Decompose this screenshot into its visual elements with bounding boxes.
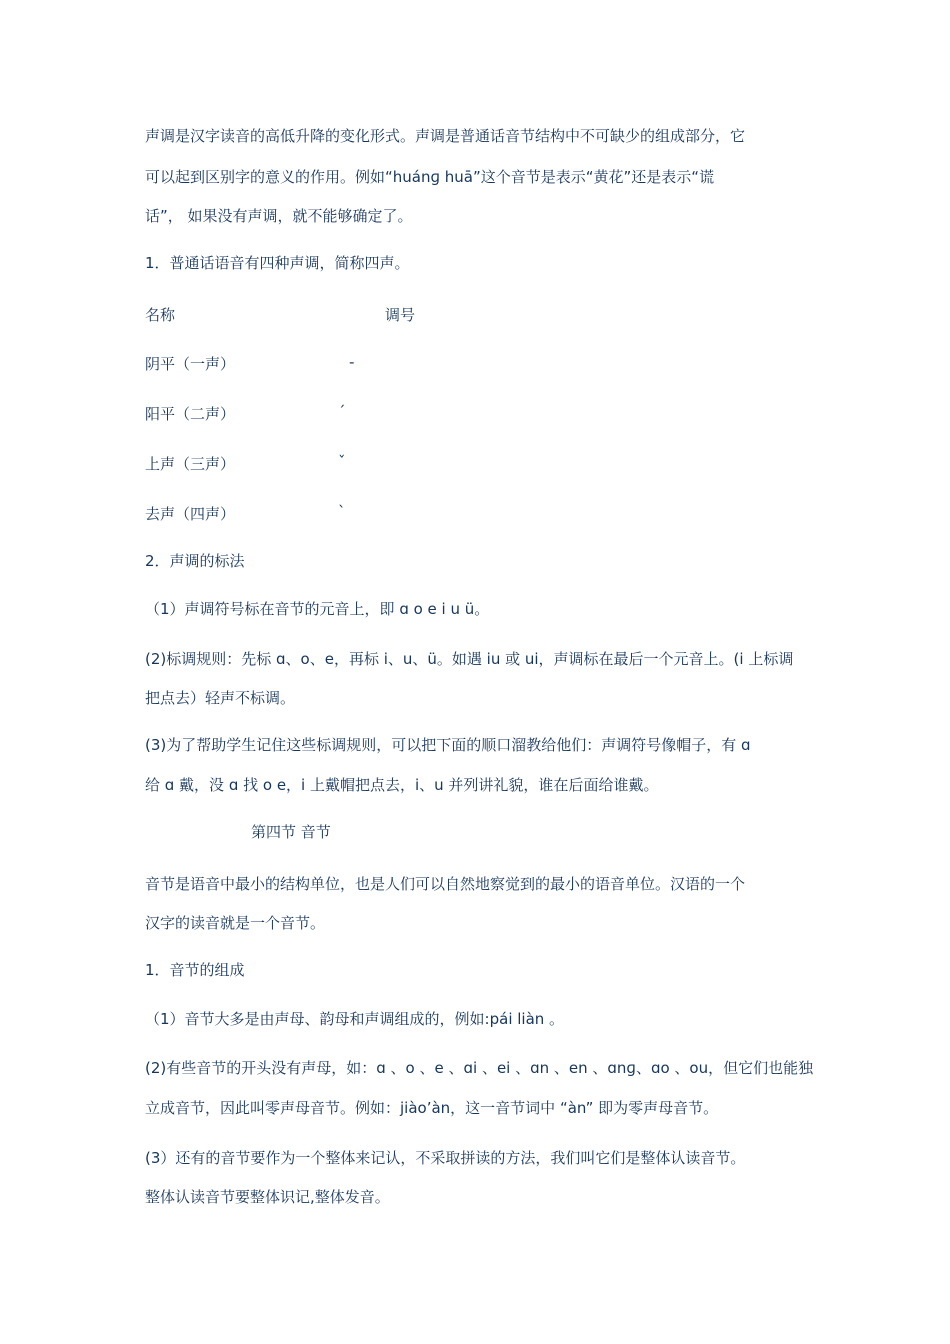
syllable-rule-3-line-1: (3）还有的音节要作为一个整体来记认，不采取拼读的方法，我们叫它们是整体认读音节。	[145, 1149, 746, 1167]
section-heading-tones: 1．普通话语音有四种声调，简称四声。	[145, 254, 410, 272]
tone-row-name: 上声（三声）	[145, 455, 236, 473]
syllable-rule-1: （1）音节大多是由声母、韵母和声调组成的，例如:pái liàn 。	[145, 1010, 565, 1028]
section-heading-tone-marking: 2．声调的标法	[145, 552, 245, 570]
tone-row-name: 阴平（一声）	[145, 355, 236, 373]
intro-line-3: 话”， 如果没有声调，就不能够确定了。	[145, 207, 413, 225]
rule-3-line-2: 给 ɑ 戴，没 ɑ 找 o e，i 上戴帽把点去，i、u 并列讲礼貌，谁在后面给谁戴。	[145, 776, 659, 794]
syllable-rule-2-line-1: (2)有些音节的开头没有声母，如：ɑ 、o 、e 、ɑi 、ei 、ɑn 、en 、ɑnɡ、ɑo 、ou，但它们也能独	[145, 1059, 814, 1077]
intro-line-2: 可以起到区别字的意义的作用。例如“huánɡ huā”这个音节是表示“黄花”还是表示“谎	[145, 168, 715, 186]
tone-row-mark: ˊ	[338, 403, 346, 421]
syllable-rule-2-line-2: 立成音节，因此叫零声母音节。例如：jiào’àn，这一音节词中 “àn” 即为零声母音节。	[145, 1099, 719, 1117]
tone-row-name: 阳平（二声）	[145, 405, 236, 423]
section-heading-syllable-composition: 1．音节的组成	[145, 961, 245, 979]
tone-row-mark: -	[349, 353, 355, 371]
rule-1: （1）声调符号标在音节的元音上，即 ɑ o e i u ü。	[145, 600, 490, 618]
syllable-definition-line-1: 音节是语音中最小的结构单位，也是人们可以自然地察觉到的最小的语音单位。汉语的一个	[145, 875, 746, 893]
rule-2-line-2: 把点去）轻声不标调。	[145, 689, 296, 707]
rule-3-line-1: (3)为了帮助学生记住这些标调规则，可以把下面的顺口溜教给他们：声调符号像帽子，有 ɑ	[145, 736, 751, 754]
tone-row-mark: ˋ	[338, 503, 346, 521]
syllable-definition-line-2: 汉字的读音就是一个音节。	[145, 914, 326, 932]
tone-row-mark: ˇ	[338, 453, 346, 471]
intro-line-1: 声调是汉字读音的高低升降的变化形式。声调是普通话音节结构中不可缺少的组成部分，它	[145, 127, 746, 145]
rule-2-line-1: (2)标调规则：先标 ɑ、o、e，再标 i、u、ü。如遇 iu 或 ui，声调标在最后一个元音上。(i 上标调	[145, 650, 794, 668]
tone-table-header-mark: 调号	[385, 306, 416, 324]
tone-row-name: 去声（四声）	[145, 505, 236, 523]
syllable-rule-3-line-2: 整体认读音节要整体识记,整体发音。	[145, 1188, 390, 1206]
chapter-title: 第四节 音节	[251, 823, 331, 841]
tone-table-header-name: 名称	[145, 306, 176, 324]
